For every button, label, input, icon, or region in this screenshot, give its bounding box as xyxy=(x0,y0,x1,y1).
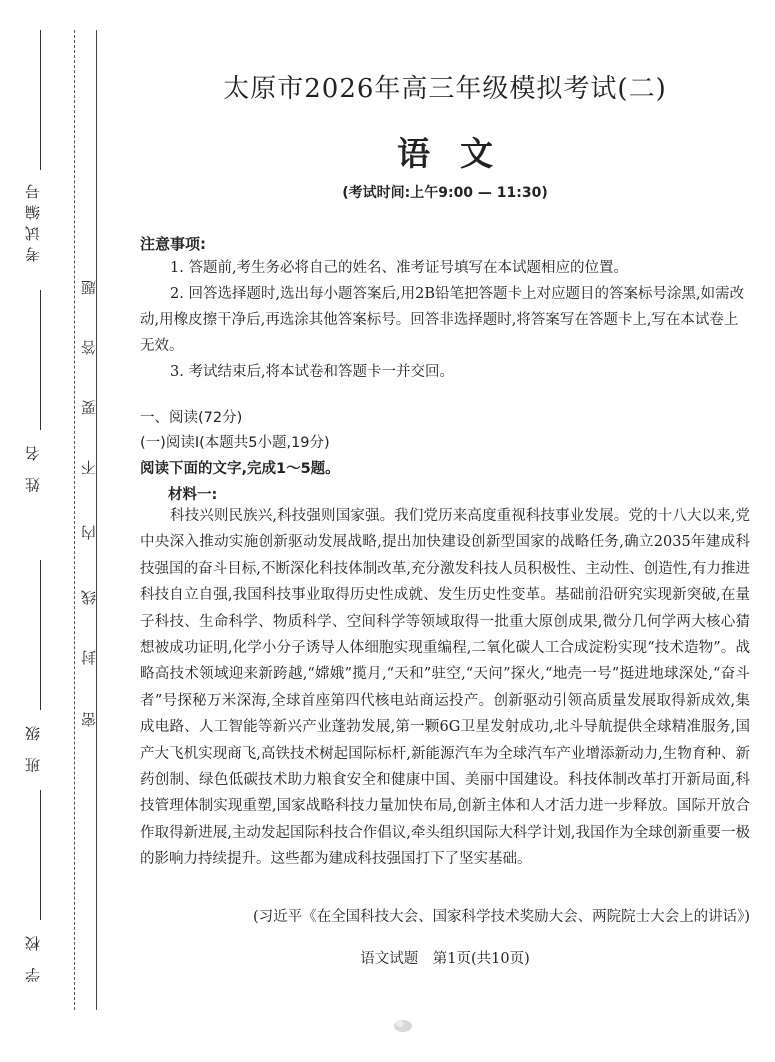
notice-item: 1. 答题前,考生务必将自己的姓名、准考证号填写在本试题相应的位置。 xyxy=(170,260,629,276)
binding-margin xyxy=(0,0,105,1062)
class-label: 班 级 xyxy=(24,720,42,773)
exam-number-label: 考试编号 xyxy=(24,178,42,262)
seal-char: 密 xyxy=(80,712,98,727)
exam-time: (考试时间:上午9:00 — 11:30) xyxy=(342,185,548,201)
seal-char: 答 xyxy=(80,340,98,355)
exam-title: 太原市2026年高三年级模拟考试(二) xyxy=(223,74,667,104)
seal-char: 内 xyxy=(80,525,98,540)
notice-item: 2. 回答选择题时,选出每小题答案后,用2B铅笔把答题卡上对应题目的答案标号涂黑,如需改动,用橡皮擦干净后,再选涂其他答案标号。回答非选择题时,将答案写在答题卡上,写在本试卷上无效。 xyxy=(140,286,745,354)
notice-heading: 注意事项: xyxy=(140,235,206,253)
section-title: 一、阅读(72分) xyxy=(140,410,243,426)
name-label: 姓 名 xyxy=(24,440,42,493)
subject-title: 语文 xyxy=(397,134,523,173)
subsection-title: (一)阅读Ⅰ(本题共5小题,19分) xyxy=(140,435,330,451)
material-label: 材料一: xyxy=(168,487,218,503)
name-line xyxy=(40,290,41,430)
seal-char: 不 xyxy=(80,460,98,475)
passage-source: (习近平《在全国科技大会、国家科学技术奖励大会、两院院士大会上的讲话》) xyxy=(252,909,750,925)
binding-solid-line xyxy=(96,30,97,1010)
seal-char: 题 xyxy=(80,280,98,295)
seal-dashed-line xyxy=(74,30,75,1010)
school-label: 学 校 xyxy=(24,930,42,983)
page-footer: 语文试题 第1页(共10页) xyxy=(360,951,530,967)
reading-instruction: 阅读下面的文字,完成1～5题。 xyxy=(140,461,340,477)
notice-item: 3. 考试结束后,将本试卷和答题卡一并交回。 xyxy=(170,364,455,380)
school-line xyxy=(40,790,41,920)
reading-passage: 科技兴则民族兴,科技强则国家强。我们党历来高度重视科技事业发展。党的十八大以来,党中央深入推动实施创新驱动发展战略,提出加快建设创新型国家的战略任务,确立2035年建成科技强国的奋斗目标,不断深化科技体制改革,充分激发科技人员积极性、主动性、创造性,有力推进科技自立自强,我国科技事业取得历史性成就、发生历史性变革。基础前沿研究实现新突破,在量子科技、生命科学、物质科学、空间科学等领域取得一批重大原创成果,微分几何学两大核心猜想被成功证明,化学小分子诱导人体细胞实现重编程,二氧化碳人工合成淀粉实现“技术造物”。战略高技术领域迎来新跨越,“嫦娥”揽月,“天和”驻空,“天问”探火,“地壳一号”挺进地球深处,“奋斗者”号探秘万米深海,全球首座第四代核电站商运投产。创新驱动引领高质量发展取得新成效,集成电路、人工智能等新兴产业蓬勃发展,第一颗6G卫星发射成功,北斗导航提供全球精准服务,国产大飞机实现商飞,高铁技术树起国际标杆,新能源汽车为全球汽车产业增添新动力,生物育种、新药创制、绿色低碳技术助力粮食安全和健康中国、美丽中国建设。科技体制改革打开新局面,科技管理体制实现重塑,国家战略科技力量加快布局,创新主体和人才活力进一步释放。国际开放合作取得新进展,主动发起国际科技合作倡议,牵头组织国际大科学计划,我国作为全球创新重要一极的影响力持续提升。这些都为建成科技强国打下了坚实基础。 xyxy=(140,508,750,868)
seal-char: 线 xyxy=(80,590,98,605)
seal-char: 要 xyxy=(80,400,98,415)
exam-number-line xyxy=(40,30,41,170)
watermark-icon xyxy=(392,1016,414,1034)
seal-char: 封 xyxy=(80,650,98,665)
class-line xyxy=(40,560,41,710)
